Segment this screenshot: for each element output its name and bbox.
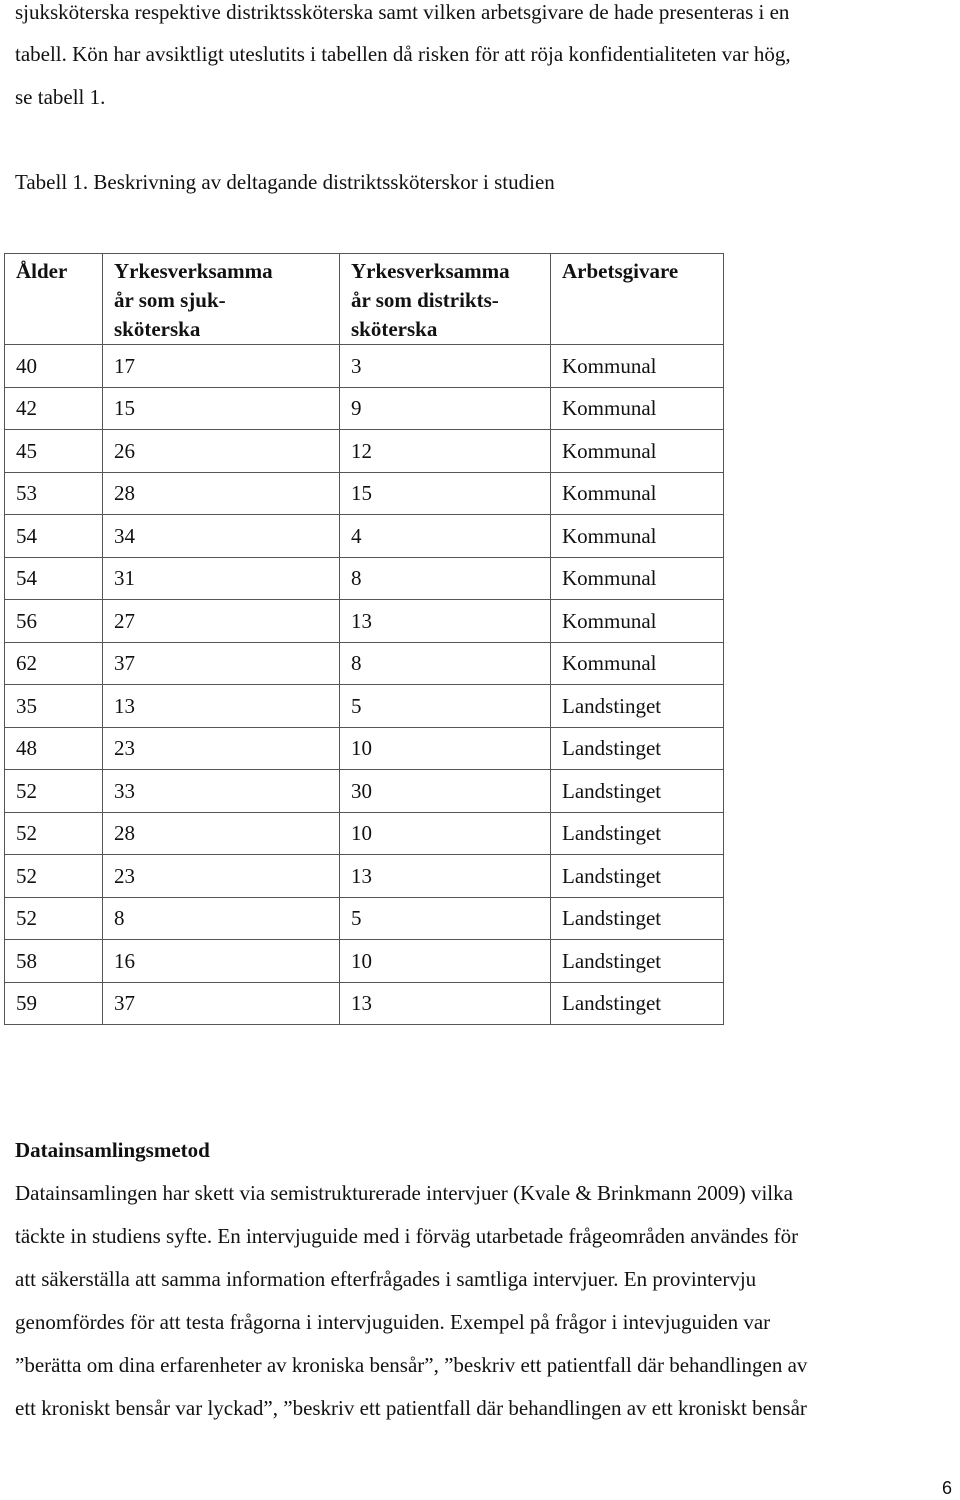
cell-years-nurse: 31: [103, 557, 340, 600]
cell-years-nurse: 13: [103, 685, 340, 728]
cell-employer: Kommunal: [551, 515, 724, 558]
page-number: 6: [942, 1478, 953, 1498]
table-row: [5, 557, 724, 600]
cell-years-nurse: 28: [103, 812, 340, 855]
cell-years-nurse: 23: [103, 727, 340, 770]
cell-years-district-nurse: 12: [340, 430, 551, 473]
cell-years-nurse: 34: [103, 515, 340, 558]
cell-age: 56: [5, 600, 103, 643]
section-line-1: Datainsamlingen har skett via semistrukturerade intervjuer (Kvale & Brinkmann 2009) vilka: [15, 1181, 793, 1205]
cell-years-district-nurse: 13: [340, 855, 551, 898]
cell-years-district-nurse: 4: [340, 515, 551, 558]
cell-employer: Landstinget: [551, 812, 724, 855]
cell-years-district-nurse: 30: [340, 770, 551, 813]
cell-years-district-nurse: 10: [340, 727, 551, 770]
cell-employer: Landstinget: [551, 897, 724, 940]
cell-years-district-nurse: 9: [340, 387, 551, 430]
table-row: [5, 515, 724, 558]
cell-years-district-nurse: 13: [340, 982, 551, 1025]
cell-years-district-nurse: 13: [340, 600, 551, 643]
cell-age: 42: [5, 387, 103, 430]
cell-employer: Kommunal: [551, 472, 724, 515]
cell-years-nurse: 17: [103, 345, 340, 388]
table-caption: Tabell 1. Beskrivning av deltagande distriktssköterskor i studien: [15, 170, 555, 194]
cell-years-nurse: 28: [103, 472, 340, 515]
cell-years-district-nurse: 5: [340, 685, 551, 728]
cell-employer: Kommunal: [551, 387, 724, 430]
cell-employer: Kommunal: [551, 642, 724, 685]
cell-age: 58: [5, 940, 103, 983]
table-row: [5, 855, 724, 898]
intro-line-3: se tabell 1.: [15, 85, 106, 109]
cell-years-district-nurse: 10: [340, 812, 551, 855]
cell-age: 53: [5, 472, 103, 515]
cell-employer: Landstinget: [551, 770, 724, 813]
cell-years-nurse: 37: [103, 642, 340, 685]
cell-years-district-nurse: 5: [340, 897, 551, 940]
table-row: [5, 472, 724, 515]
cell-age: 52: [5, 897, 103, 940]
cell-years-nurse: 16: [103, 940, 340, 983]
table-row: [5, 600, 724, 643]
cell-age: 54: [5, 557, 103, 600]
cell-years-district-nurse: 8: [340, 642, 551, 685]
cell-age: 48: [5, 727, 103, 770]
header-years-nurse: Yrkesverksamma år som sjuk- sköterska: [103, 254, 340, 345]
cell-years-nurse: 37: [103, 982, 340, 1025]
cell-age: 45: [5, 430, 103, 473]
header-employer: Arbetsgivare: [551, 254, 724, 345]
table-row: [5, 345, 724, 388]
cell-years-nurse: 15: [103, 387, 340, 430]
cell-employer: Kommunal: [551, 345, 724, 388]
cell-age: 52: [5, 812, 103, 855]
cell-years-nurse: 27: [103, 600, 340, 643]
table-row: [5, 770, 724, 813]
table-row: [5, 940, 724, 983]
table-row: [5, 982, 724, 1025]
intro-line-2: tabell. Kön har avsiktligt uteslutits i tabellen då risken för att röja konfidentialiteten var hög,: [15, 42, 791, 66]
section-line-3: att säkerställa att samma information efterfrågades i samtliga intervjuer. En provintervju: [15, 1267, 757, 1291]
section-line-2: täckte in studiens syfte. En intervjuguide med i förväg utarbetade frågeområden användes för: [15, 1224, 799, 1248]
table-row: [5, 430, 724, 473]
cell-employer: Landstinget: [551, 940, 724, 983]
cell-years-nurse: 26: [103, 430, 340, 473]
table-row: [5, 685, 724, 728]
cell-years-district-nurse: 10: [340, 940, 551, 983]
cell-employer: Kommunal: [551, 557, 724, 600]
section-line-5: ”berätta om dina erfarenheter av kroniska bensår”, ”beskriv ett patientfall där behandlingen av: [15, 1353, 808, 1377]
header-years-district-nurse: Yrkesverksamma år som distrikts- sköterska: [340, 254, 551, 345]
section-line-4: genomfördes för att testa frågorna i intervjuguiden. Exempel på frågor i intevjuguiden var: [15, 1310, 771, 1334]
cell-age: 52: [5, 855, 103, 898]
cell-employer: Kommunal: [551, 430, 724, 473]
cell-years-nurse: 8: [103, 897, 340, 940]
cell-age: 52: [5, 770, 103, 813]
section-heading: Datainsamlingsmetod: [15, 1138, 210, 1162]
header-age: Ålder: [5, 254, 103, 345]
cell-years-nurse: 23: [103, 855, 340, 898]
cell-employer: Landstinget: [551, 685, 724, 728]
intro-line-1: sjuksköterska respektive distriktssköterska samt vilken arbetsgivare de hade presenteras i en: [15, 0, 790, 24]
section-line-6: ett kroniskt bensår var lyckad”, ”beskriv ett patientfall där behandlingen av ett kroniskt bensår: [15, 1396, 807, 1420]
table-row: [5, 387, 724, 430]
table-row: [5, 727, 724, 770]
cell-employer: Landstinget: [551, 982, 724, 1025]
cell-age: 59: [5, 982, 103, 1025]
cell-employer: Landstinget: [551, 727, 724, 770]
cell-age: 35: [5, 685, 103, 728]
table-header-row: [5, 254, 724, 345]
cell-years-district-nurse: 3: [340, 345, 551, 388]
cell-years-nurse: 33: [103, 770, 340, 813]
cell-years-district-nurse: 15: [340, 472, 551, 515]
cell-age: 62: [5, 642, 103, 685]
cell-age: 54: [5, 515, 103, 558]
cell-years-district-nurse: 8: [340, 557, 551, 600]
participants-table: [4, 253, 724, 1025]
table-row: [5, 897, 724, 940]
cell-age: 40: [5, 345, 103, 388]
cell-employer: Landstinget: [551, 855, 724, 898]
cell-employer: Kommunal: [551, 600, 724, 643]
table-row: [5, 812, 724, 855]
table-row: [5, 642, 724, 685]
